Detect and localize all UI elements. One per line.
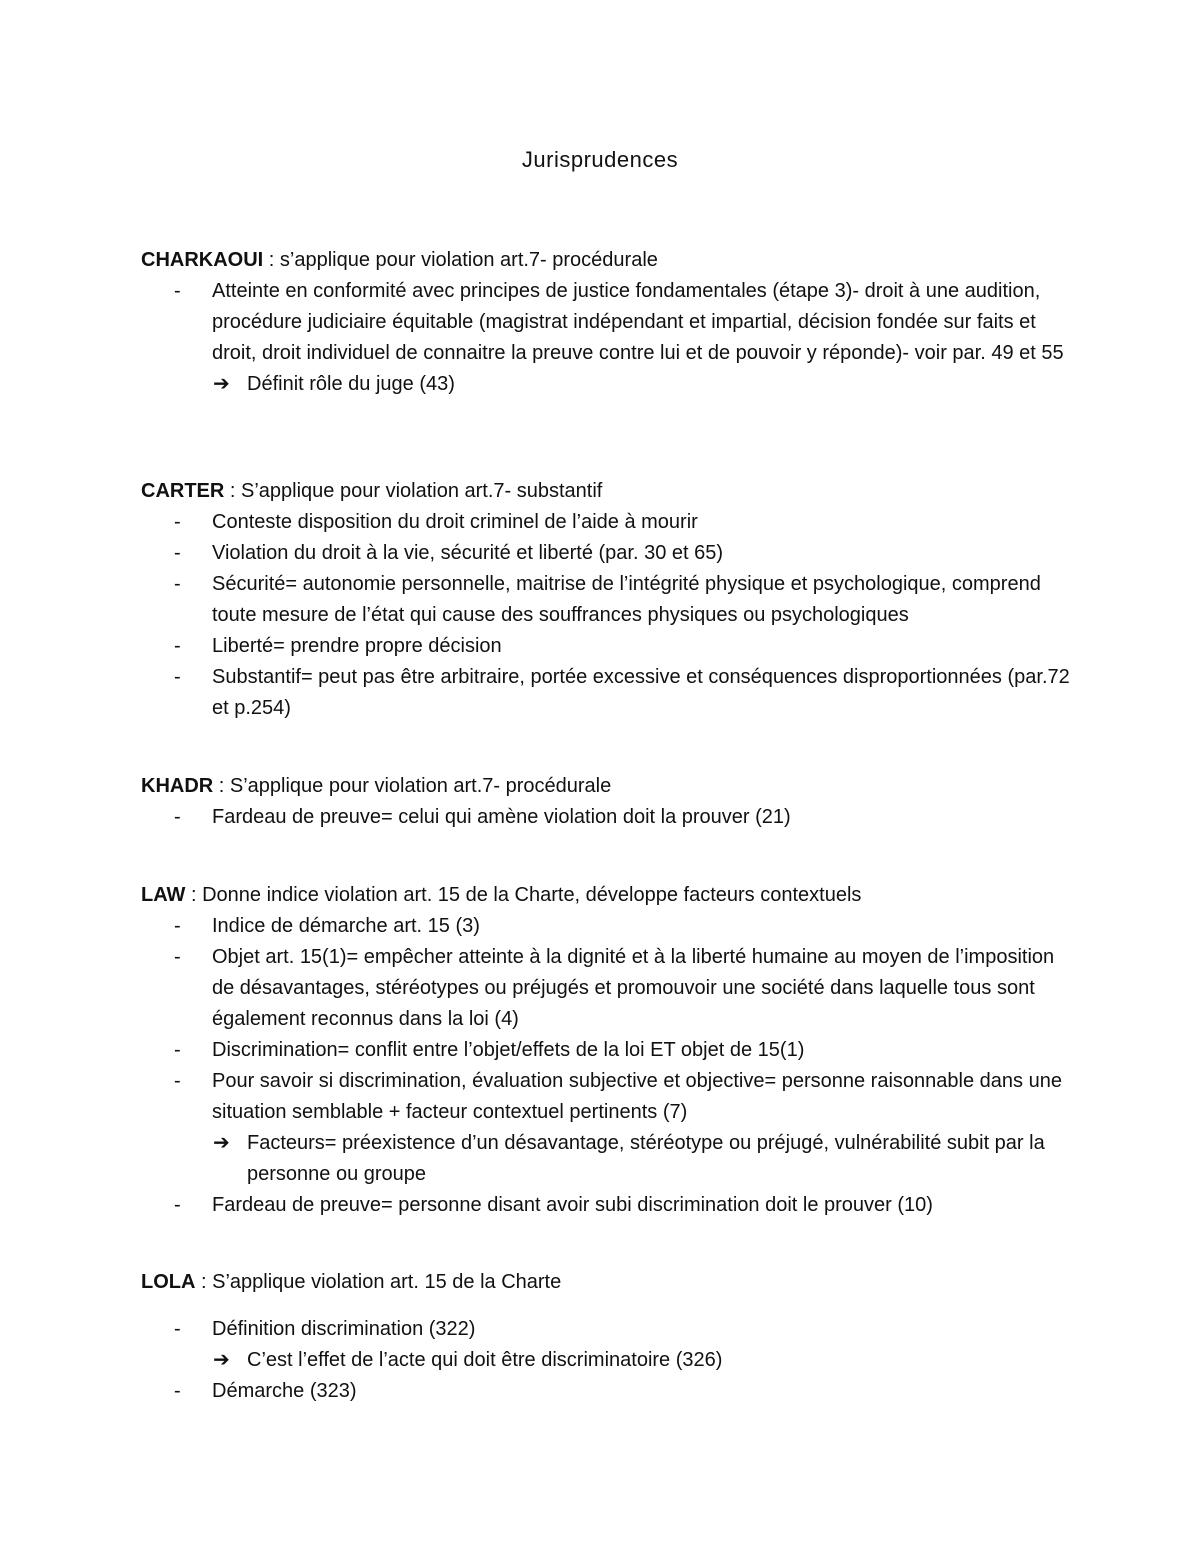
case-heading: LAW : Donne indice violation art. 15 de la Charte, développe facteurs contextuels <box>141 884 862 906</box>
arrow-right-icon: ➔ <box>213 1132 230 1154</box>
dash-bullet: - <box>174 1318 181 1340</box>
list-item: - Pour savoir si discrimination, évaluation subjective et objective= personne raisonnable dans une situation semblable + facteur contextuel pertinents (7) <box>141 1066 1081 1128</box>
list-item: - Définition discrimination (322) <box>141 1314 1081 1345</box>
case-name: CHARKAOUI <box>141 249 264 271</box>
case-heading: KHADR : S’applique pour violation art.7- procédurale <box>141 775 612 797</box>
dash-bullet: - <box>174 946 181 968</box>
sub-point: ➔ Facteurs= préexistence d’un désavantage, stéréotype ou préjugé, vulnérabilité subit par la personne ou groupe <box>141 1128 1081 1190</box>
case-heading: CHARKAOUI : s’applique pour violation art.7- procédurale <box>141 249 658 271</box>
list-item: - Fardeau de preuve= personne disant avoir subi discrimination doit le prouver (10) <box>141 1190 1081 1221</box>
dash-bullet: - <box>174 915 181 937</box>
case-heading: CARTER : S’applique pour violation art.7- substantif <box>141 480 603 502</box>
list-item: - Conteste disposition du droit criminel de l’aide à mourir <box>141 507 1081 538</box>
case-name: LOLA <box>141 1271 196 1293</box>
dash-bullet: - <box>174 511 181 533</box>
list-item: - Discrimination= conflit entre l’objet/effets de la loi ET objet de 15(1) <box>141 1035 1081 1066</box>
list-item: - Liberté= prendre propre décision <box>141 631 1081 662</box>
list-item: - Objet art. 15(1)= empêcher atteinte à la dignité et à la liberté humaine au moyen de l’imposition de désavantages, stéréotypes ou préjugés et promouvoir une société dans laquelle tous sont également reconnus dans la loi (4) <box>141 942 1081 1035</box>
case-name: CARTER <box>141 480 225 502</box>
list-item: - Démarche (323) <box>141 1376 1081 1407</box>
dash-bullet: - <box>174 1039 181 1061</box>
spacer <box>141 1298 1081 1314</box>
list-item: - Substantif= peut pas être arbitraire, portée excessive et conséquences disproportionnées (par.72 et p.254) <box>141 662 1081 724</box>
case-name: KHADR <box>141 775 214 797</box>
case-section-khadr <box>141 771 1081 833</box>
list-item: - Sécurité= autonomie personnelle, maitrise de l’intégrité physique et psychologique, comprend toute mesure de l’état qui cause des souffrances physiques ou psychologiques <box>141 569 1081 631</box>
case-summary: S’applique pour violation art.7- procédurale <box>229 775 612 797</box>
case-name: LAW <box>141 884 186 906</box>
case-points <box>141 276 1081 400</box>
dash-bullet: - <box>174 666 181 688</box>
sub-point: ➔ C’est l’effet de l’acte qui doit être discriminatoire (326) <box>141 1345 1081 1376</box>
dash-bullet: - <box>174 1070 181 1092</box>
case-summary: s’applique pour violation art.7- procédurale <box>279 249 658 271</box>
case-points <box>141 507 1081 724</box>
case-section-carter <box>141 476 1081 724</box>
case-points <box>141 1314 1081 1407</box>
dash-bullet: - <box>174 806 181 828</box>
list-item: - Indice de démarche art. 15 (3) <box>141 911 1081 942</box>
page-title: Jurisprudences <box>521 147 679 172</box>
list-item: - Violation du droit à la vie, sécurité et liberté (par. 30 et 65) <box>141 538 1081 569</box>
dash-bullet: - <box>174 1380 181 1402</box>
case-section-lola <box>141 1267 1081 1407</box>
dash-bullet: - <box>174 635 181 657</box>
sub-point: ➔ Définit rôle du juge (43) <box>141 369 1081 400</box>
case-summary: S’applique pour violation art.7- substantif <box>241 480 603 502</box>
case-section-charkaoui <box>141 245 1081 400</box>
dash-bullet: - <box>174 573 181 595</box>
case-points <box>141 802 1081 833</box>
case-section-law <box>141 880 1081 1221</box>
case-heading: LOLA : S’applique violation art. 15 de la Charte <box>141 1271 562 1293</box>
arrow-right-icon: ➔ <box>213 373 230 395</box>
dash-bullet: - <box>174 542 181 564</box>
case-points <box>141 911 1081 1221</box>
case-summary: S’applique violation art. 15 de la Charte <box>212 1271 562 1293</box>
dash-bullet: - <box>174 280 181 302</box>
dash-bullet: - <box>174 1194 181 1216</box>
case-summary: Donne indice violation art. 15 de la Charte, développe facteurs contextuels <box>202 884 862 906</box>
arrow-right-icon: ➔ <box>213 1349 230 1371</box>
list-item: - Fardeau de preuve= celui qui amène violation doit la prouver (21) <box>141 802 1081 833</box>
list-item: - Atteinte en conformité avec principes de justice fondamentales (étape 3)- droit à une audition, procédure judiciaire équitable (magistrat indépendant et impartial, décision fondée sur faits et droit, droit individuel de connaitre la preuve contre lui et de pouvoir y réponde)- voir par. 49 et 55 <box>141 276 1081 369</box>
